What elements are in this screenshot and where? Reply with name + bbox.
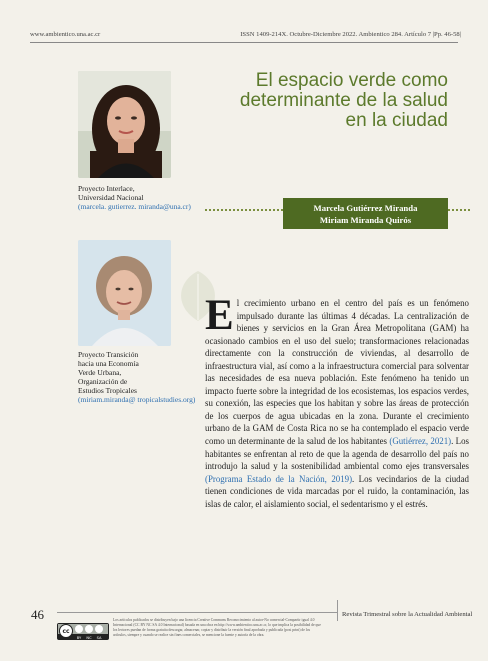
cc-sa-label: SA — [96, 635, 102, 640]
affiliation-2: Proyecto Transición hacia una Economía Verde Urbana, Organización de Estudios Tropicales (miriam.miranda@ tropicalstudies.org) — [78, 350, 196, 404]
license-notice: Los artículos publicados se distribuyen bajo una licencia Creative Commons Reconocimiento al autor-No comercial-Compartir igual 4.0 Internacional (CC BY NC SA 4.0 Internacional) basada en una obra en http://www.ambientico.una.ac.cr, lo que implica la posibilidad de que los lectores puedan de forma gratuita descargar, almacenar, copiar y distribuir la versión final aprobada y publicada (post print) de los artículos, siempre y cuando se realice sin fines comerciales, se mencione la fuente y autoría de la obra. — [113, 618, 321, 637]
authors-bar — [283, 198, 448, 229]
citation-link-2[interactable]: (Programa Estado de la Nación, 2019) — [205, 473, 353, 484]
author-photo-2 — [78, 240, 171, 346]
affiliation-1: Proyecto Interlace, Universidad Nacional (marcela. gutierrez. miranda@una.cr) — [78, 184, 191, 211]
author-email-2[interactable]: (miriam.miranda@ tropicalstudies.org) — [78, 395, 196, 404]
drop-cap: E — [205, 292, 234, 339]
cc-nc-label: NC — [86, 635, 92, 640]
author-email-1[interactable]: (marcela. gutierrez. miranda@una.cr) — [78, 202, 191, 211]
dotted-rule-right — [448, 209, 470, 211]
dotted-rule-left — [205, 209, 283, 211]
footer-vertical-divider — [337, 600, 338, 621]
article-title: El espacio verde como determinante de la salud en la ciudad — [239, 70, 448, 131]
cc-by-label: BY — [76, 635, 82, 640]
cc-license-icon[interactable] — [57, 623, 109, 640]
citation-link-1[interactable]: (Gutiérrez, 2021) — [389, 436, 452, 447]
author-name-2: Miriam Miranda Quirós — [319, 215, 412, 225]
cc-mark: cc — [62, 628, 70, 636]
site-url[interactable]: www.ambientico.una.ac.cr — [30, 31, 101, 38]
issue-info: ISSN 1409-214X. Octubre-Diciembre 2022. Ambientico 284. Artículo 7 |Pp. 46-58| — [240, 31, 461, 38]
journal-subtitle: Revista Trimestral sobre la Actualidad Ambiental — [342, 611, 473, 618]
page-number: 46 — [31, 607, 44, 622]
author-photo-1 — [78, 71, 171, 178]
portrait-2-image — [78, 240, 171, 346]
author-name-1: Marcela Gutiérrez Miranda — [313, 203, 418, 213]
header-divider — [30, 42, 458, 43]
portrait-1-image — [78, 71, 171, 178]
footer-divider — [57, 612, 337, 613]
article-body: El crecimiento urbano en el centro del país es un fenómeno impulsado durante las últimas 4 décadas. La centralización de bienes y servicios en la Gran Área Metropolitana (GAM) ha ocasionado cambios en el uso del suelo; transformaciones relacionadas directamente con la construcción de viviendas, al desarrollo de infraestructura vial, así como a la infraestructura comercial para solventar las necesidades de esa nueva población. Este fenómeno ha tenido un impacto fuerte sobre la integridad de los ecosistemas, los espacios verdes, su conexión, las especies que los habitan y sobre las áreas de protección de los cuerpos de agua ubicadas en la zona. Durante el crecimiento urbano de la GAM de Costa Rica no se ha contemplado el espacio verde como un determinante de la salud de los habitantes (Gutiérrez, 2021). Los habitantes se enfrentan al reto de que la agenda de desarrollo del país no introdujo la salud y la sostenibilidad ambiental como ejes transversales (Programa Estado de la Nación, 2019). Los vecindarios de la ciudad tienen condiciones de vida marcadas por el ruido, la contaminación, las islas de calor, el aislamiento social, el sedentarismo y el estrés. — [205, 292, 469, 509]
